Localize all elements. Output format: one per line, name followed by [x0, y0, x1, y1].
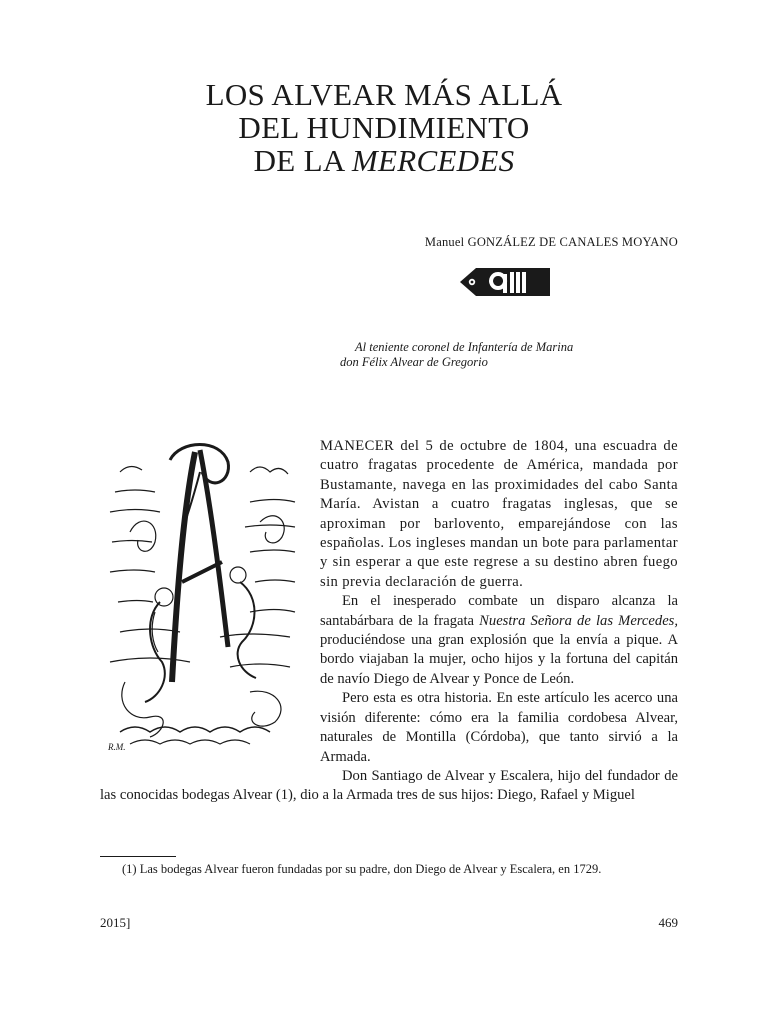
title-line-2: DEL HUNDIMIENTO: [238, 110, 530, 145]
dedication-line-2: don Félix Alvear de Gregorio: [340, 355, 488, 369]
dedication: [340, 340, 685, 370]
publisher-logo-icon: [458, 266, 552, 298]
body-paragraph-2-b: produciéndose una gran explosión que la envía a pique. A bordo viajaban la mujer, ocho hijos y la fortuna del capitán de navío Diego de Alvear y Ponce de León.: [320, 632, 678, 687]
footnote-divider: [100, 856, 176, 857]
illustration-spacer: [100, 437, 320, 767]
body-paragraph-1: MANECER del 5 de octubre de 1804, una escuadra de cuatro fragatas procedente de América, mandada por Bustamante, navega en las proximidades del cabo Santa María. Avistan a cuatro fragatas inglesas, que se aproximan por barlovento, emparejándose con las españolas. Los ingleses mandan un bote para parlamentar y sin esperar a que este regrese a su destino abren fuego sin previa declaración de guerra.: [320, 438, 678, 590]
folio-year: 2015]: [100, 915, 131, 930]
footnote-number: (1): [122, 862, 137, 876]
illustration-signature: R.M.: [108, 742, 126, 752]
page-number: 469: [658, 915, 678, 930]
article-body: [100, 437, 678, 806]
title-line-3: [100, 144, 668, 177]
title-line-3-prefix: DE LA: [253, 143, 352, 178]
dedication-line-1: Al teniente coronel de Infantería de Marina: [355, 340, 574, 354]
ship-full-name: Nuestra Señora de las Mercedes,: [479, 612, 678, 629]
body-paragraph-4: Don Santiago de Alvear y Escalera, hijo del fundador de las conocidas bodegas Alvear (1), dio a la Armada tres de sus hijos: Diego, Rafael y Miguel: [100, 767, 678, 804]
title-line-1: LOS ALVEAR MÁS ALLÁ: [205, 77, 563, 112]
body-paragraph-3: Pero esta es otra historia. En este artículo les acerco una visión diferente: cómo era la familia cordobesa Alvear, naturales de Montilla (Córdoba), que tanto sirvió a la Armada.: [320, 690, 678, 765]
article-title: [100, 78, 668, 177]
author-name: Manuel GONZÁLEZ DE CANALES MOYANO: [424, 235, 678, 249]
title-ship-name: MERCEDES: [351, 143, 515, 178]
footnote-text: Las bodegas Alvear fueron fundadas por su padre, don Diego de Alvear y Escalera, en 1729.: [136, 862, 602, 876]
footnote: [100, 862, 678, 878]
body-paragraph-2-a: En el inesperado combate un disparo alcanza la santabárbara de la fragata: [320, 593, 678, 629]
